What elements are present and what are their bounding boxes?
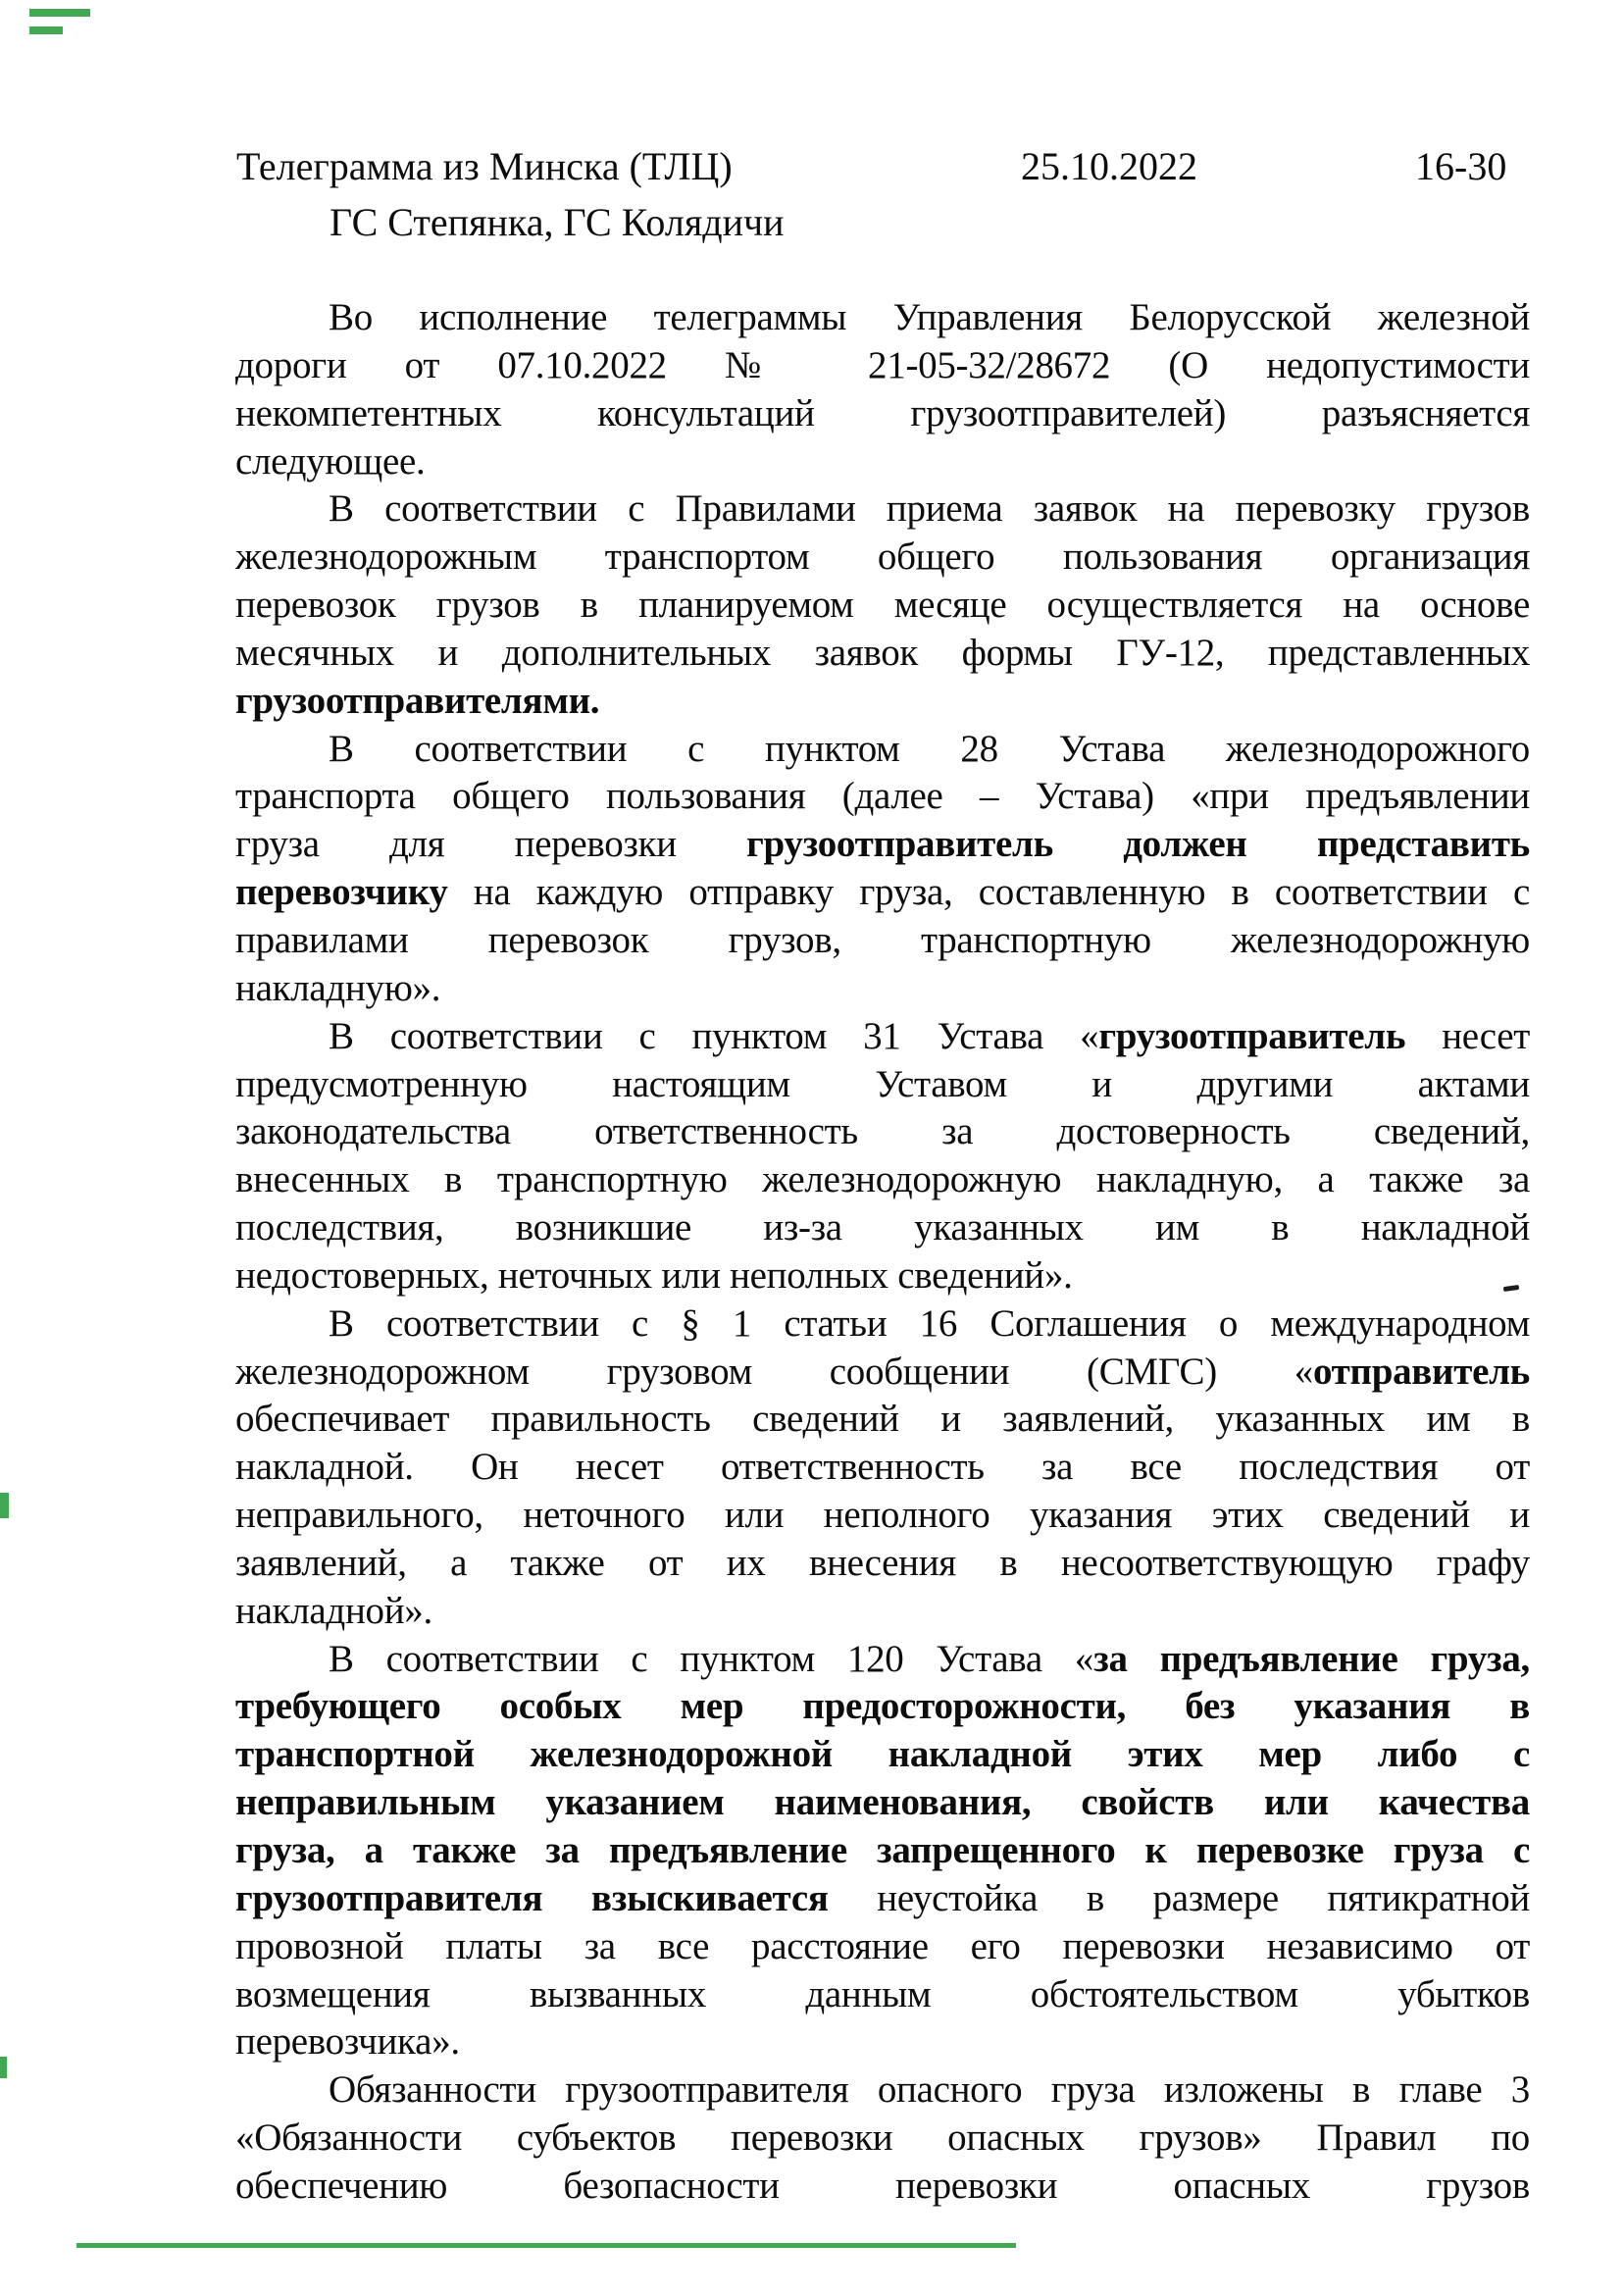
text-line: [235, 485, 1530, 534]
text-run: железнодорожном грузовом сообщении (СМГС) «: [235, 1350, 1313, 1393]
document-header: [0, 143, 1624, 194]
text-run: на каждую отправку груза, составленную в соответствии с: [447, 871, 1530, 914]
bold-text-run: грузоотправитель должен представить: [746, 823, 1530, 866]
text-line: [235, 582, 1530, 630]
text-run: железнодорожным транспортом общего пользования организация: [235, 535, 1530, 579]
text-run: накладной».: [235, 1589, 432, 1632]
text-line: [235, 1444, 1530, 1492]
bold-text-run: перевозчику: [235, 871, 448, 914]
text-run: перевозчика».: [235, 2020, 460, 2064]
telegram-recipients: ГС Степянка, ГС Колядичи: [330, 200, 785, 244]
bold-text-run: груза, а также за предъявление запрещенного к перевозке груза с: [235, 1829, 1530, 1871]
text-run: предусмотренную настоящим Уставом и другими актами: [235, 1062, 1530, 1105]
text-line: [235, 2115, 1530, 2163]
document-body: [235, 294, 1530, 2211]
text-line: [235, 534, 1530, 582]
text-run: обеспечению безопасности перевозки опасных грузов: [235, 2164, 1530, 2207]
text-run: провозной платы за все расстояние его перевозки независимо от: [235, 1924, 1530, 1967]
text-line: [235, 1061, 1530, 1109]
bold-text-run: транспортной железнодорожной накладной этих мер либо с: [235, 1733, 1530, 1776]
text-line: [235, 1875, 1530, 1923]
text-line: [235, 630, 1530, 678]
text-line: [235, 1923, 1530, 1971]
text-run: накладную».: [235, 966, 441, 1009]
text-line: [235, 1204, 1530, 1252]
green-edge-dash: [0, 1493, 9, 1518]
paragraph: [235, 485, 1530, 725]
text-line: [235, 1636, 1530, 1684]
text-line: [235, 965, 1530, 1013]
green-corner-mark: [29, 9, 90, 17]
bold-text-run: требующего особых мер предосторожности, без указания в: [235, 1685, 1530, 1728]
text-run: В соответствии с пунктом 28 Устава железнодорожного: [329, 727, 1530, 770]
text-line: [235, 1396, 1530, 1444]
text-run: несет: [1405, 1014, 1530, 1057]
paragraph: [235, 1013, 1530, 1300]
text-run: неустойка в размере пятикратной: [828, 1876, 1530, 1919]
text-line: [235, 1779, 1530, 1827]
text-line: [235, 390, 1530, 438]
telegram-title: Телеграмма из Минска (ТЛЦ): [236, 144, 733, 188]
text-run: Во исполнение телеграммы Управления Белорусской железной: [329, 296, 1530, 338]
paragraph: [235, 294, 1530, 485]
text-run: следующее.: [235, 439, 426, 483]
text-line: [235, 1013, 1530, 1061]
text-line: [235, 1492, 1530, 1540]
text-run: последствия, возникшие из-за указанных им в накладной: [235, 1206, 1530, 1249]
bold-text-run: грузоотправителя взыскивается: [235, 1876, 829, 1919]
text-line: [235, 1971, 1530, 2019]
text-line: [235, 917, 1530, 965]
text-run: В соответствии с Правилами приема заявок на перевозку грузов: [329, 487, 1530, 531]
document-header-recipients: [0, 199, 1624, 250]
text-line: [235, 1683, 1530, 1731]
text-run: Обязанности грузоотправителя опасного груза изложены в главе 3: [329, 2068, 1530, 2112]
text-line: [235, 1588, 1530, 1636]
text-line: [235, 2163, 1530, 2211]
text-run: месячных и дополнительных заявок формы ГУ-12, представленных: [235, 631, 1530, 674]
text-run: внесенных в транспортную железнодорожную накладную, а также за: [235, 1158, 1530, 1201]
text-line: [235, 1108, 1530, 1156]
green-scan-line: [76, 2243, 1016, 2248]
telegram-date: 25.10.2022: [1021, 144, 1197, 188]
text-run: возмещения вызванных данным обстоятельством убытков: [235, 1972, 1530, 2015]
paragraph: [235, 2066, 1530, 2211]
text-line: [235, 773, 1530, 821]
text-run: В соответствии с § 1 статьи 16 Соглашения о международном: [329, 1301, 1530, 1345]
telegram-time: 16-30: [1415, 144, 1507, 188]
bold-text-run: за предъявление груза,: [1093, 1637, 1530, 1680]
text-line: [235, 1827, 1530, 1875]
text-run: недостоверных, неточных или неполных сведений».: [235, 1253, 1073, 1297]
text-line: [235, 869, 1530, 917]
text-line: [235, 2066, 1530, 2115]
bold-text-run: неправильным указанием наименования, свойств или качества: [235, 1781, 1530, 1824]
text-run: В соответствии с пунктом 31 Устава «: [329, 1014, 1099, 1057]
paragraph: [235, 1300, 1530, 1636]
text-line: [235, 294, 1530, 342]
text-line: [235, 821, 1530, 869]
text-line: [235, 1156, 1530, 1204]
text-line: [235, 678, 1530, 726]
text-run: некомпетентных консультаций грузоотправителей) разъясняется: [235, 391, 1530, 434]
text-line: [235, 1731, 1530, 1779]
bold-text-run: грузоотправителями.: [235, 679, 600, 722]
paragraph: [235, 726, 1530, 1013]
text-line: [235, 2018, 1530, 2066]
text-run: В соответствии с пунктом 120 Устава «: [329, 1637, 1094, 1680]
text-line: [235, 438, 1530, 486]
text-line: [235, 342, 1530, 390]
text-line: [235, 726, 1530, 774]
text-run: обеспечивает правильность сведений и заявлений, указанных им в: [235, 1398, 1530, 1441]
green-corner-mark: [29, 26, 63, 34]
text-run: законодательства ответственность за достоверность сведений,: [235, 1110, 1530, 1153]
text-line: [235, 1540, 1530, 1588]
paragraph: [235, 1636, 1530, 2067]
text-run: транспорта общего пользования (далее – Устава) «при предъявлении: [235, 775, 1530, 818]
text-run: правилами перевозок грузов, транспортную железнодорожную: [235, 918, 1530, 961]
text-run: «Обязанности субъектов перевозки опасных грузов» Правил по: [235, 2116, 1530, 2160]
text-run: перевозок грузов в планируемом месяце осуществляется на основе: [235, 584, 1530, 627]
bold-text-run: отправитель: [1312, 1350, 1530, 1393]
text-line: [235, 1252, 1530, 1300]
text-run: накладной. Он несет ответственность за все последствия от: [235, 1446, 1530, 1489]
text-run: заявлений, а также от их внесения в несоответствующую графу: [235, 1541, 1530, 1584]
bold-text-run: грузоотправитель: [1098, 1014, 1406, 1057]
text-run: дороги от 07.10.2022 № 21-05-32/28672 (О недопустимости: [235, 343, 1530, 386]
text-line: [235, 1349, 1530, 1397]
text-line: [235, 1300, 1530, 1349]
text-run: неправильного, неточного или неполного указания этих сведений и: [235, 1494, 1530, 1537]
text-run: груза для перевозки: [235, 823, 747, 866]
green-edge-dash: [0, 2057, 7, 2078]
